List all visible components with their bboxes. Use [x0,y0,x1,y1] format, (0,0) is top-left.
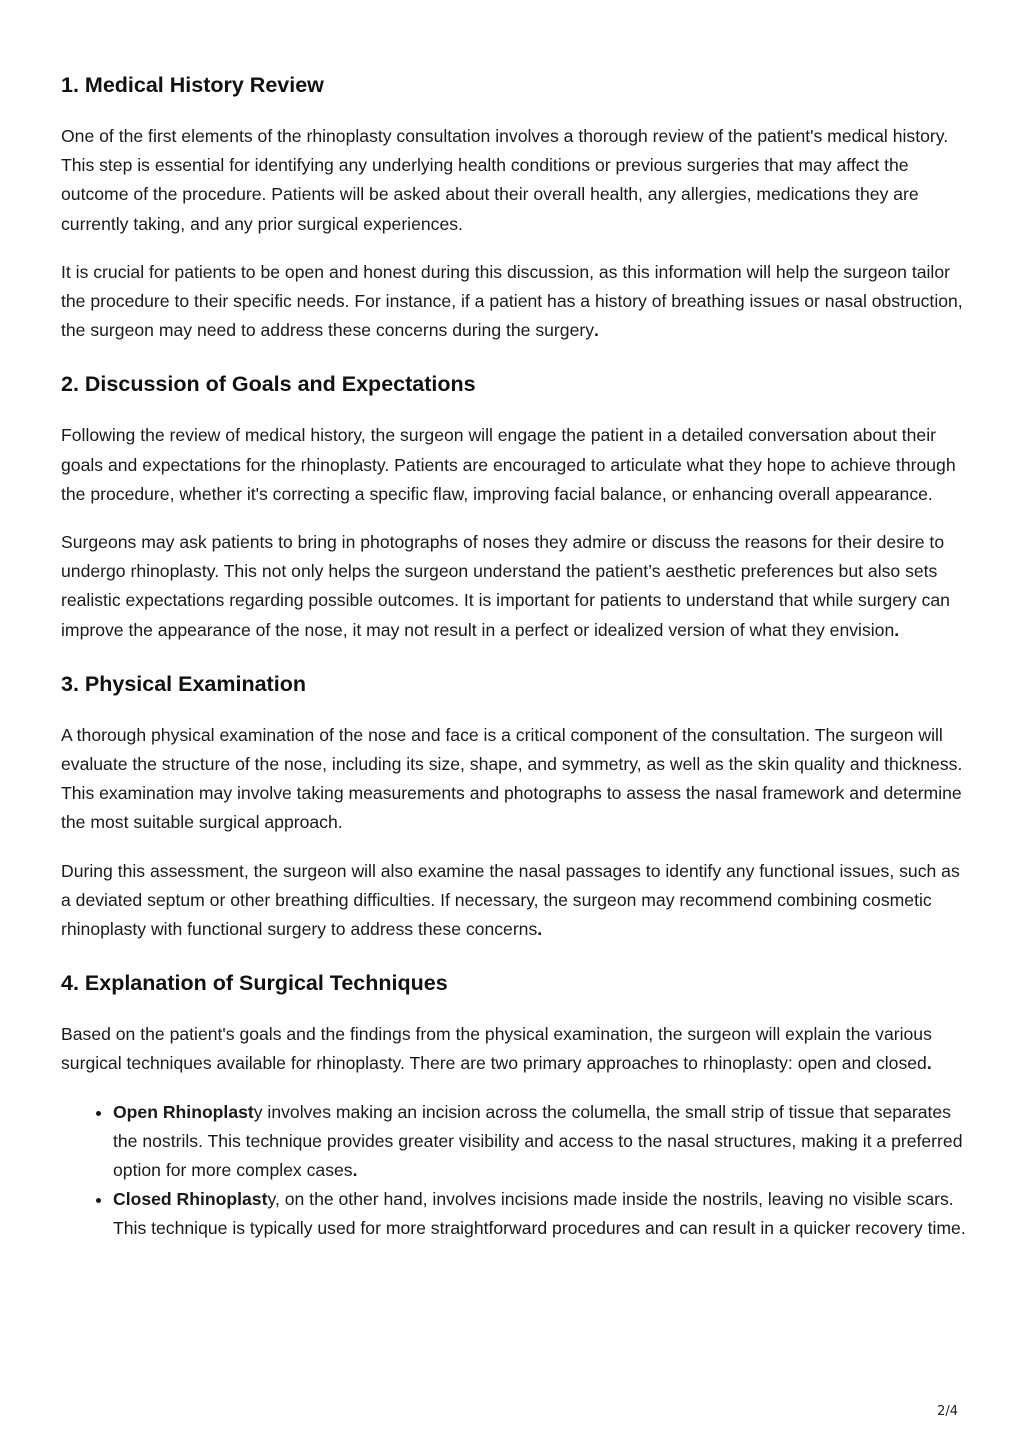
paragraph [61,1020,966,1078]
bold-period: . [894,619,900,640]
paragraph-text: Surgeons may ask patients to bring in photographs of noses they admire or discuss the reasons for their desire to undergo rhinoplasty. This not only helps the surgeon understand the patient’s aesthetic preferences but also sets realistic expectations regarding possible outcomes. It is important for patients to understand that while surgery can improve the appearance of the nose, it may not result in a perfect or idealized version of what they envision [61,532,950,640]
section-heading-surgical-techniques: 4. Explanation of Surgical Techniques [61,971,448,996]
paragraph [61,258,966,346]
paragraph [61,528,966,645]
paragraph: One of the first elements of the rhinoplasty consultation involves a thorough review of the patient's medical history. This step is essential for identifying any underlying health conditions or previous surgeries that may affect the outcome of the procedure. Patients will be asked about their overall health, any allergies, medications they are currently taking, and any prior surgical experiences. [61,126,949,234]
list-item-open-rhinoplasty [113,1098,966,1186]
paragraph: A thorough physical examination of the nose and face is a critical component of the consultation. The surgeon will evaluate the structure of the nose, including its size, shape, and symmetry, as well as the skin quality and thickness. This examination may involve taking measurements and photographs to assess the nasal framework and determine the most suitable surgical approach. [61,724,963,833]
bold-period: . [537,919,543,940]
paragraph-text: Based on the patient's goals and the findings from the physical examination, the surgeon will explain the various surgical techniques available for rhinoplasty. There are two primary approaches to rhinoplasty: open and closed [61,1024,932,1074]
paragraph-text: It is crucial for patients to be open and honest during this discussion, as this information will help the surgeon tailor the procedure to their specific needs. For instance, if a patient has a history of breathing issues or nasal obstruction, the surgeon may need to address these concerns during the surgery [61,261,963,341]
list-item-text: y, on the other hand, involves incisions made inside the nostrils, leaving no visible scars. This technique is typically used for more straightforward procedures and can result in a quicker recovery time. [113,1189,966,1239]
paragraph: Following the review of medical history, the surgeon will engage the patient in a detailed conversation about their goals and expectations for the rhinoplasty. Patients are encouraged to articulate what they hope to achieve through the procedure, whether it's correcting a specific flaw, improving facial balance, or enhancing overall appearance. [61,425,956,504]
bold-period: . [926,1053,932,1074]
paragraph [61,857,966,945]
bold-period: . [352,1160,358,1181]
document-page [61,70,966,1244]
paragraph-text: During this assessment, the surgeon will also examine the nasal passages to identify any functional issues, such as a deviated septum or other breathing difficulties. If necessary, the surgeon may recommend combining cosmetic rhinoplasty with functional surgery to address these concerns [61,860,960,940]
list-item-bold-term: Closed Rhinoplast [113,1189,268,1210]
list-item-bold-term: Open Rhinoplast [113,1101,254,1122]
section-heading-goals-expectations: 2. Discussion of Goals and Expectations [61,372,476,397]
section-heading-medical-history: 1. Medical History Review [61,73,324,97]
technique-list [61,1098,966,1244]
section-heading-physical-examination: 3. Physical Examination [61,671,306,696]
page-number: 2/4 [937,1404,958,1419]
list-item-closed-rhinoplasty [113,1185,966,1243]
bold-period: . [594,320,599,341]
list-item-text: y involves making an incision across the columella, the small strip of tissue that separates the nostrils. This technique provides greater visibility and access to the nasal structures, making it a preferred option for more complex cases [113,1101,963,1181]
